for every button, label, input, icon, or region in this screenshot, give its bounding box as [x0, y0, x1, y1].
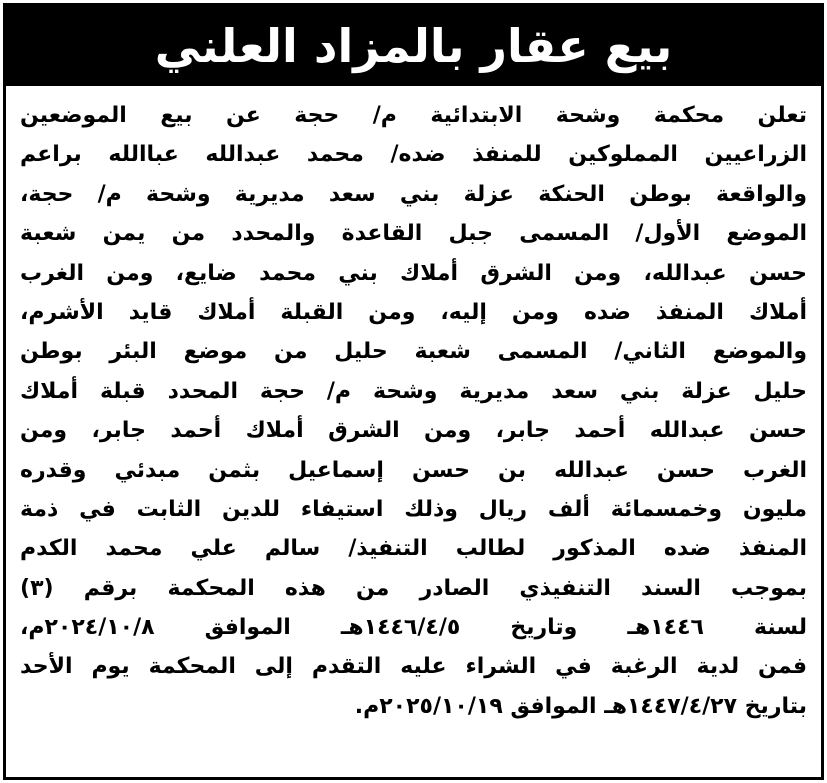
body-line: المنفذ ضده المذكور لطالب التنفيذ/ سالم علي محمد الكدم — [20, 536, 807, 562]
body-line: حليل عزلة بني سعد مديرية وشحة م/ حجة المحدد قبلة أملاك — [20, 378, 807, 404]
body-line: تعلن محكمة وشحة الابتدائية م/ حجة عن بيع الموضعين — [20, 103, 807, 128]
body-line-last: بتاريخ ١٤٤٧/٤/٢٧هـ الموافق ٢٠٢٥/١٠/١٩م. — [354, 693, 807, 719]
body-line: والموضع الثاني/ المسمى شعبة حليل من موضع البئر بوطن — [20, 339, 807, 365]
body-line: حسن عبدالله، ومن الشرق أملاك بني محمد ضايع، ومن الغرب — [20, 260, 807, 286]
body-line: فمن لدية الرغبة في الشراء عليه التقدم إلى المحكمة يوم الأحد — [20, 654, 807, 680]
body-line: بموجب السند التنفيذي الصادر من هذه المحكمة برقم (٣) — [20, 575, 807, 601]
body-line: الزراعيين المملوكين للمنفذ ضده/ محمد عبدالله عباالله براعم — [20, 142, 807, 168]
notice-title: بيع عقار بالمزاد العلني — [154, 19, 673, 73]
auction-notice — [3, 3, 824, 780]
body-line: حسن عبدالله أحمد جابر، ومن الشرق أملاك أحمد جابر، ومن — [20, 418, 807, 444]
body-line: الغرب حسن عبدالله بن حسن إسماعيل بثمن مبدئي وقدره — [20, 457, 807, 483]
body-line: الموضع الأول/ المسمى جبل القاعدة والمحدد من يمن شعبة — [20, 221, 807, 247]
body-line: والواقعة بوطن الحنكة عزلة بني سعد مديرية وشحة م/ حجة، — [20, 181, 807, 207]
title-bar — [6, 6, 821, 86]
body-line: لسنة ١٤٤٦هـ وتاريخ ١٤٤٦/٤/٥هـ الموافق ٢٠٢٤/١٠/٨م، — [20, 615, 807, 641]
notice-body — [20, 96, 807, 726]
body-line: مليون وخمسمائة ألف ريال وذلك استيفاء للدين الثابت في ذمة — [20, 496, 807, 522]
body-line: أملاك المنفذ ضده ومن إليه، ومن القبلة أملاك قايد الأشرم، — [20, 299, 807, 325]
